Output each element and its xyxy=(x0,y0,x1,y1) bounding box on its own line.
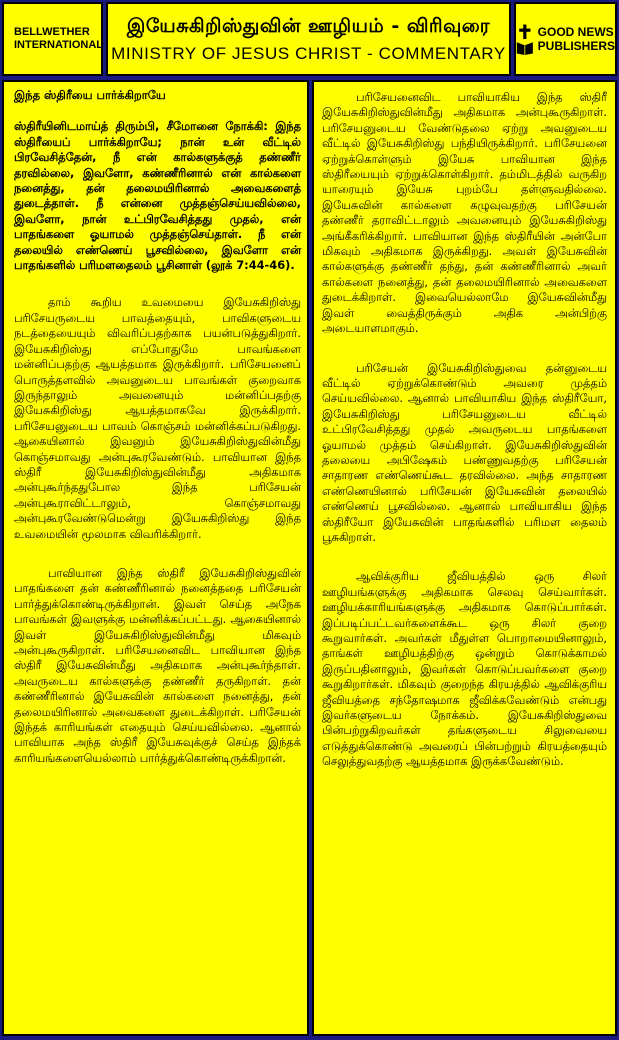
bellwether-logo-text xyxy=(14,26,103,52)
good-news-logo-line1: GOOD NEWS xyxy=(537,25,614,39)
paragraph: பரிசேயனைவிட பாவியாகிய இந்த ஸ்திரீ இயேசுகிறிஸ்துவின்மீது அதிகமாக அன்புகூருகிறாள். பரிசேயனுடைய வேண்டுதலை ஏற்று அவனுடைய வீட்டில் இயேசுகிறிஸ்து பந்தியிருக்கிறார். பரிசேயனை ஏற்றுக்கொள்ளும் இயேசு பாவியான இந்த ஸ்திரீயையும் ஏற்றுக்கொள்கிறார். தம்மிடத்தில் வருகிற யாரையும் இயேசு புறம்பே தள்ளுவதில்லை. இயேசுவின் கால்களை கழுவுவதற்கு பரிசேயன் தண்ணீர் தராவிட்டாலும் அவனையும் இயேசுகிறிஸ்து அங்கீகரிக்கிறார். பாவியான இந்த ஸ்திரீயின் அன்போ மிகவும் அதிகமாக இருக்கிறது. அவள் இயேசுவின் கால்களுக்கு தண்ணீர் தந்து, தன் கண்ணீரினால் அவர் கால்களை நனைத்து, தன் தலைமயிரினால் அவைகளை துடைக்கிறாள். இவையெல்லாமே இயேசுவின்மீது இவள் வைத்திருக்கும் அதிக அன்பிற்கு அடையாளமாகும். xyxy=(322,90,607,336)
bellwether-logo-line1: BELLWETHER xyxy=(14,26,90,38)
paragraph: பாவியான இந்த ஸ்திரீ இயேசுகிறிஸ்துவின் பாதங்களை தன் கண்ணீரினால் நனைத்ததை பரிசேயன் பார்த்துக்கொண்டிருக்கிறான். இவள் செய்த அநேக பாவங்கள் இவளுக்கு மன்னிக்கப்பட்டது. ஆகையினால் இவள் இயேசுகிறிஸ்துவின்மீது மிகவும் அன்புகூருகிறாள். பரிசேயனைவிட பாவியான இந்த ஸ்திரீ இயேசுவின்மீது அதிகமாக அன்புகூர்ந்தாள். அவருடைய கால்களுக்கு தண்ணீர் தருகிறாள். தன் கண்ணீரினால் இயேசுவின் கால்களை நனைத்து, தன் தலைமயிரினால் அவைகளை துடைக்கிறாள். பரிசேயன் இந்தக் காரியங்கள் எதையும் செய்யவில்லை. ஆனால் பாவியாக அந்த ஸ்திரீ இயேசுவுக்குச் செய்த இந்தக் காரியங்களையெல்லாம் பார்த்துக்கொண்டிருக்கிறான். xyxy=(14,565,301,765)
paragraph: ஆவிக்குரிய ஜீவியத்தில் ஒரு சிலர் ஊழியங்களுக்கு அதிகமாக செலவு செய்வார்கள். ஊழியக்காரியங்களுக்கு அதிகமாக கொடுப்பார்கள். இப்படிப்பட்டவர்களைக்கூட ஒரு சிலர் குறை கூறுவார்கள். அவர்கள் மீதுள்ள பொறாமையினாலும், தாங்கள் ஊழியத்திற்கு ஒன்றும் கொடுக்காமல் இருப்பதினாலும், இவர்கள் கொடுப்பவர்களை குறை கூறுகிறார்கள். மிகவும் குறைந்த கிரயத்தில் ஆவிக்குரிய ஜீவியத்தை சந்தோஷமாக ஜீவிக்கவேண்டும் என்பது இவர்களுடைய நோக்கம். இயேசுகிறிஸ்துவை பின்பற்றுகிறவர்கள் தங்களுடைய சிலுவையை எடுத்துக்கொண்டு அவரைப் பின்பற்றும் கிரயத்தையும் செலுத்துவதற்கு ஆயத்தமாக இருக்கவேண்டும். xyxy=(322,569,607,769)
section-heading: இந்த ஸ்திரீயை பார்க்கிறாயே xyxy=(14,88,166,102)
paragraph: தாம் கூறிய உவமையை இயேசுகிறிஸ்து பரிசேயருடைய பாவத்தையும், பாவிகளுடைய நடத்தையையும் விவரிப்பதற்காக பயன்படுத்துகிறார். இயேசுகிறிஸ்து எப்போதுமே பாவங்களை மன்னிப்பதற்கு ஆயத்தமாக இருக்கிறார். பரிசேயனைப் பொருத்தளவில் அவனுடைய பாவங்கள் குறைவாக இருந்தாலும் அவனையும் மன்னிப்பதற்கு இயேசுகிறிஸ்து ஆயத்தமாகவே இருக்கிறார். பரிசேயனுடைய பாவம் கொஞ்சம் மன்னிக்கப்படுகிறது. ஆகையினால் இவனும் இயேசுகிறிஸ்துவின்மீது கொஞ்சமாவது அன்புகூரவேண்டும். பாவியான இந்த ஸ்திரீ இயேசுகிறிஸ்துவின்மீது அதிகமாக அன்புகூர்ந்ததுபோல இந்த பரிசேயன் அன்புகூராவிட்டாலும், கொஞ்சமாவது அன்புகூரவேண்டுமென்று இயேசுகிறிஸ்து இந்த உவமையின் மூலமாக விவரிக்கிறார். xyxy=(14,295,301,541)
left-column xyxy=(2,80,309,1036)
good-news-logo xyxy=(514,2,617,76)
bellwether-logo xyxy=(2,2,103,76)
bellwether-logo-line2: INTERNATIONAL xyxy=(14,39,104,51)
book-cross-icon xyxy=(516,19,534,59)
good-news-logo-line2: PUBLISHERS xyxy=(537,39,615,53)
good-news-logo-text xyxy=(538,25,615,53)
page-title-tamil: இயேசுகிறிஸ்துவின் ஊழியம் - விரிவுரை xyxy=(126,14,491,37)
page-title-english: MINISTRY OF JESUS CHRIST - COMMENTARY xyxy=(111,43,506,63)
right-column xyxy=(312,80,617,1036)
title-box xyxy=(106,2,511,76)
scripture-quote: ஸ்திரீயினிடமாய்த் திரும்பி, சீமோனை நோக்கி: இந்த ஸ்திரீயைப் பார்க்கிறாயே; நான் உன் வீட்டில் பிரவேசித்தேன், நீ என் கால்களுக்குத் தண்ணீர் தரவில்லை, இவளோ, கண்ணீரினால் என் கால்களை நனைத்து, தன் தலைமயிரினால் அவைகளைத் துடைத்தாள். நீ என்னை முத்தஞ்செய்யவில்லை, இவளோ, நான் உட்பிரவேசித்தது முதல், என் பாதங்களை ஓயாமல் முத்தஞ்செய்தாள். நீ என் தலையில் எண்ணெய் பூசவில்லை, இவளோ என் பாதங்களில் பரிமளதைலம் பூசினாள் (லூக் 7:44-46). xyxy=(14,119,301,273)
paragraph: பரிசேயன் இயேசுகிறிஸ்துவை தன்னுடைய வீட்டில் ஏற்றுக்கொண்டும் அவரை முத்தம் செய்யவில்லை. ஆனால் பாவியாகிய இந்த ஸ்திரீயோ, இயேசுகிறிஸ்து பரிசேயனுடைய வீட்டில் உட்பிரவேசித்தது முதல் அவருடைய பாதங்களை ஓயாமல் முத்தம் செய்கிறாள். இயேசுகிறிஸ்துவின் தலையை அபிஷேகம் பண்ணுவதற்கு பரிசேயன் சாதாரண எண்ணெய்கூட தரவில்லை. அந்த சாதாரண எண்ணெயினால் பரிசேயன் இயேசுவின் தலையில் எண்ணெய் பூசவில்லை. ஆனால் பாவியாகிய இந்த ஸ்திரீயோ இயேசுவின் பாதங்களில் பரிமள தைலம் பூசுகிறாள். xyxy=(322,360,607,544)
header-banner xyxy=(2,2,617,76)
